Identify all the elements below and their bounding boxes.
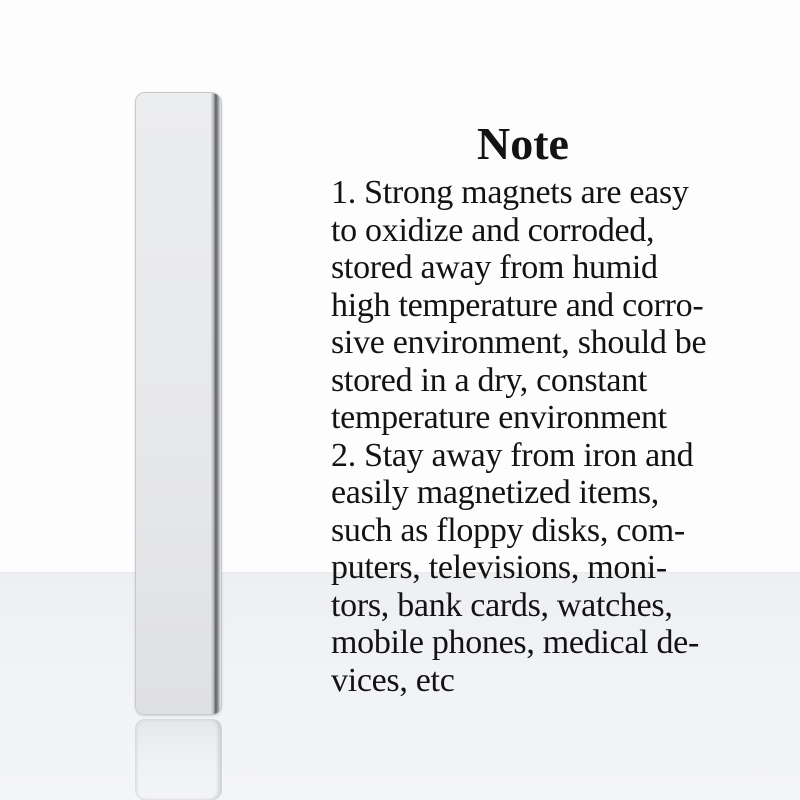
note-line: sive environment, should be	[331, 324, 707, 361]
note-line: mobile phones, medical de-	[331, 624, 699, 661]
note-line: such as floppy disks, com-	[331, 511, 685, 549]
note-line: stored away from humid	[331, 249, 658, 286]
bar-magnet-face	[136, 93, 213, 714]
note-line: stored in a dry, constant	[331, 361, 648, 399]
note-title: Note	[477, 118, 569, 169]
note-line: tors, bank cards, watches,	[331, 586, 673, 624]
note-line: 2. Stay away from iron and	[331, 436, 694, 474]
bar-magnet-side-edge	[211, 93, 221, 714]
note-line: high temperature and corro-	[331, 286, 704, 324]
note-text	[331, 174, 715, 699]
note-line: easily magnetized items,	[331, 474, 659, 511]
note-line: vices, etc	[331, 661, 455, 699]
note-line: puters, televisions, moni-	[331, 549, 667, 586]
note-panel	[331, 120, 715, 699]
note-line: to oxidize and corroded,	[331, 211, 655, 249]
bar-magnet-photo	[135, 92, 222, 715]
bar-magnet-reflection	[135, 719, 222, 800]
note-line: temperature environment	[331, 399, 667, 436]
note-line: 1. Strong magnets are easy	[331, 174, 689, 211]
